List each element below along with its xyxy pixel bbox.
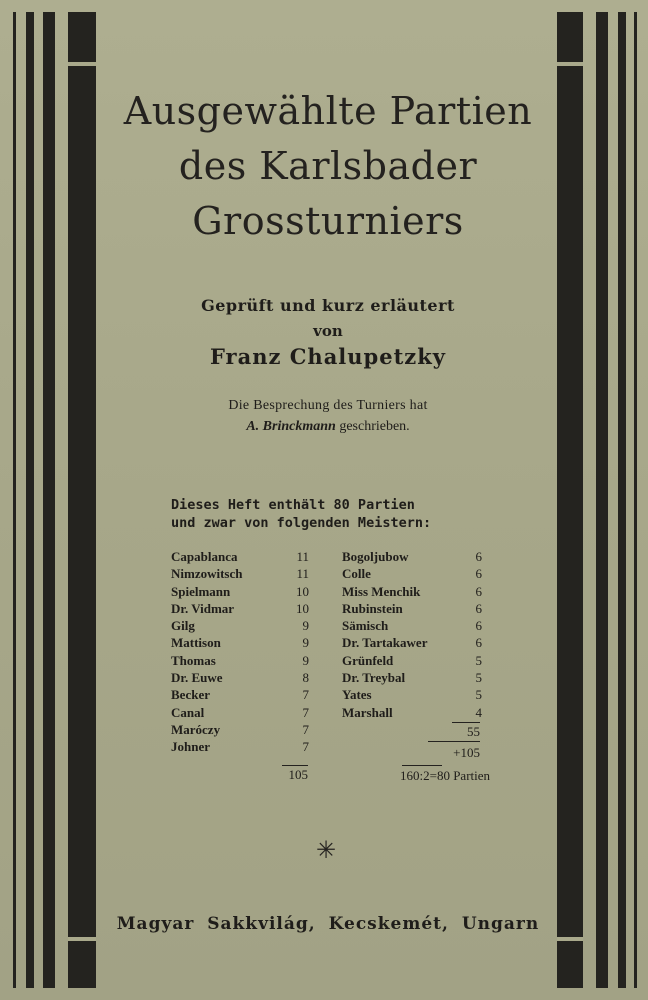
left-border-bar [68, 12, 96, 988]
reviewer-name: A. Brinckmann [246, 419, 336, 434]
intro-line-2: und zwar von folgenden Meistern: [171, 515, 432, 531]
left-border-line [43, 12, 55, 988]
right-border-line [618, 12, 626, 988]
right-border-line [634, 12, 637, 988]
player-row [342, 565, 482, 582]
right-total: 55 [467, 724, 480, 739]
title-line-1: Ausgewählte Partien [123, 89, 533, 133]
player-name: Becker [171, 687, 210, 703]
player-game-count: 6 [475, 583, 482, 599]
player-name: Miss Menchik [342, 583, 421, 599]
player-game-count: 10 [296, 583, 309, 599]
player-game-count: 6 [475, 600, 482, 616]
player-name: Nimzowitsch [171, 566, 243, 582]
player-game-count: 4 [475, 704, 482, 720]
player-row [171, 617, 309, 634]
player-game-count: 5 [475, 687, 482, 703]
subtitle-von: von [313, 322, 343, 340]
player-row [171, 600, 309, 617]
player-game-count: 9 [302, 652, 309, 668]
player-name: Marshall [342, 704, 393, 720]
player-row [171, 548, 309, 565]
player-row [342, 704, 482, 721]
players-list-right [342, 548, 482, 721]
player-row [342, 600, 482, 617]
left-border-line [13, 12, 16, 988]
player-name: Dr. Treybal [342, 670, 406, 686]
sum-rule [428, 741, 480, 742]
player-name: Rubinstein [342, 600, 403, 616]
player-row [171, 738, 309, 755]
contents-intro [171, 496, 431, 532]
games-result: 160:2=80 Partien [400, 768, 491, 783]
player-row [171, 565, 309, 582]
border-notch [557, 62, 583, 66]
player-name: Sämisch [342, 618, 389, 634]
review-note-rest: geschrieben. [335, 419, 410, 434]
player-game-count: 7 [302, 721, 309, 737]
left-border-line [26, 12, 34, 988]
player-game-count: 11 [296, 549, 309, 564]
player-name: Mattison [171, 635, 221, 651]
border-notch [557, 937, 583, 941]
player-game-count: 9 [302, 618, 309, 634]
player-name: Thomas [171, 652, 216, 668]
player-name: Grünfeld [342, 652, 394, 668]
player-game-count: 6 [475, 635, 482, 651]
player-row [171, 721, 309, 738]
intro-line-1: Dieses Heft enthält 80 Partien [171, 497, 415, 513]
player-row [342, 548, 482, 565]
player-game-count: 5 [475, 670, 482, 686]
player-row [171, 652, 309, 669]
player-game-count: 10 [296, 600, 309, 616]
player-row [171, 634, 309, 651]
player-name: Gilg [171, 618, 195, 634]
player-name: Yates [342, 687, 372, 703]
player-row [342, 652, 482, 669]
plus-left-total: +105 [453, 745, 480, 760]
player-row [171, 669, 309, 686]
subtitle: Geprüft und kurz erläutert [201, 296, 455, 315]
review-note-line-1: Die Besprechung des Turniers hat [228, 398, 428, 413]
player-name: Dr. Tartakawer [342, 635, 428, 651]
player-game-count: 6 [475, 618, 482, 634]
star-ornament-icon: ✳ [315, 838, 337, 864]
player-row [342, 583, 482, 600]
border-notch [68, 937, 96, 941]
player-row [342, 634, 482, 651]
player-name: Bogoljubow [342, 549, 409, 564]
player-game-count: 5 [475, 652, 482, 668]
player-game-count: 6 [475, 549, 482, 564]
right-border-line [596, 12, 608, 988]
player-game-count: 7 [302, 704, 309, 720]
players-list-left [171, 548, 309, 756]
player-name: Canal [171, 704, 205, 720]
player-game-count: 8 [302, 670, 309, 686]
cover-title [100, 84, 556, 249]
sum-rule [452, 722, 480, 723]
player-row [342, 669, 482, 686]
title-line-2: des Karlsbader [178, 144, 478, 188]
sum-rule [282, 765, 308, 766]
player-row [171, 704, 309, 721]
player-name: Dr. Euwe [171, 670, 223, 686]
player-game-count: 6 [475, 566, 482, 582]
review-note-line-2 [100, 419, 556, 435]
player-game-count: 7 [302, 739, 309, 755]
player-row [342, 617, 482, 634]
player-row [171, 686, 309, 703]
player-name: Maróczy [171, 721, 221, 737]
player-row [342, 686, 482, 703]
player-game-count: 11 [296, 566, 309, 582]
player-name: Capablanca [171, 549, 238, 564]
player-game-count: 7 [302, 687, 309, 703]
player-name: Johner [171, 739, 210, 755]
title-line-3: Grossturniers [192, 199, 464, 243]
border-notch [68, 62, 96, 66]
publisher-line: Magyar Sakkvilág, Kecskemét, Ungarn [116, 914, 540, 934]
left-total: 105 [288, 767, 308, 782]
right-border-bar [557, 12, 583, 988]
sum-rule [402, 765, 442, 766]
player-name: Dr. Vidmar [171, 600, 235, 616]
player-row [171, 583, 309, 600]
author-name: Franz Chalupetzky [210, 344, 446, 369]
player-name: Spielmann [171, 583, 231, 599]
player-game-count: 9 [302, 635, 309, 651]
player-name: Colle [342, 566, 371, 582]
